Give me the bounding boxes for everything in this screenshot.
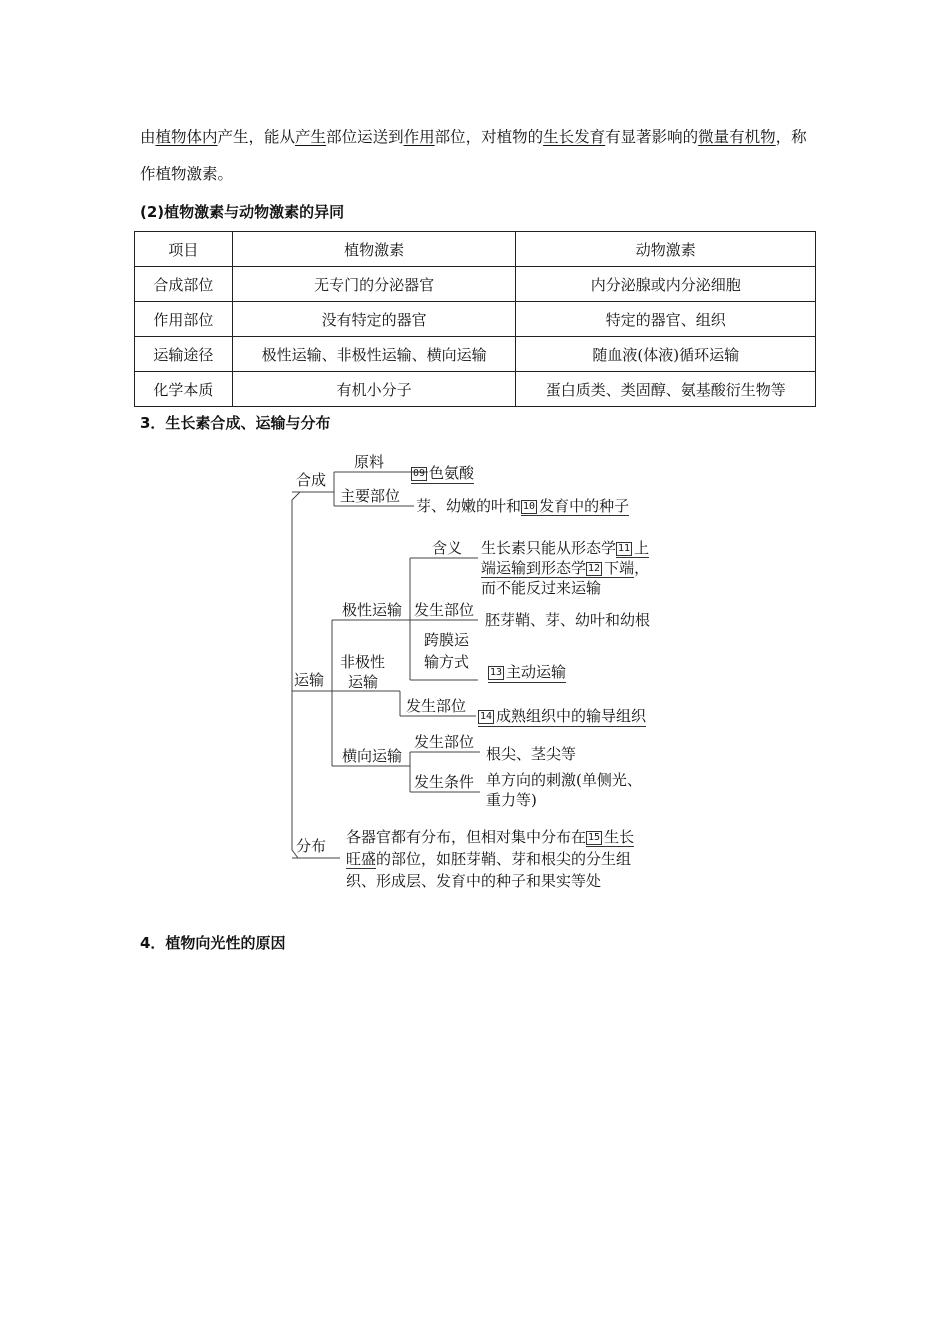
table-cell: 蛋白质类、类固醇、氨基酸衍生物等 <box>516 372 816 407</box>
blank-answer: 产生 <box>295 128 327 146</box>
section-3-title: 3．生长素合成、运输与分布 <box>140 414 331 432</box>
node-raw-material: 原料 <box>354 453 385 471</box>
node-nonpolar-l1: 非极性 <box>340 653 386 671</box>
blank-number: 11 <box>618 543 631 554</box>
lateral-condition-line-2: 重力等) <box>486 791 537 809</box>
node-transport: 运输 <box>294 671 325 689</box>
node-nonpolar-l2: 运输 <box>348 673 379 691</box>
membrane-answer: 13 主动运输 <box>490 663 567 681</box>
table-header-cell: 植物激素 <box>232 232 516 267</box>
meaning-line-3: 而不能反过来运输 <box>481 579 602 597</box>
node-lateral-site: 发生部位 <box>414 733 475 751</box>
table-cell: 运输途径 <box>135 337 233 372</box>
table-cell: 有机小分子 <box>232 372 516 407</box>
node-synthesis: 合成 <box>296 471 327 489</box>
blank-answer: 微量有机物 <box>698 128 776 146</box>
node-distribution: 分布 <box>296 837 327 855</box>
meaning-line-1: 生长素只能从形态学 11 上 <box>481 539 650 557</box>
table-cell: 无专门的分泌器官 <box>232 267 516 302</box>
table-cell: 作用部位 <box>135 302 233 337</box>
main-site-answer: 芽、幼嫩的叶和 10 发育中的种子 <box>416 497 630 515</box>
blank-number: 15 <box>588 832 601 843</box>
blank-number: 09 <box>413 468 426 479</box>
blank-answer: 作用 <box>403 128 435 146</box>
node-nonpolar-site: 发生部位 <box>406 697 467 715</box>
table-cell: 没有特定的器官 <box>232 302 516 337</box>
node-lateral-transport: 横向运输 <box>342 747 403 765</box>
lateral-site-answer: 根尖、茎尖等 <box>486 745 577 763</box>
table-cell: 极性运输、非极性运输、横向运输 <box>232 337 516 372</box>
blank-answer: 植物体内 <box>155 128 218 146</box>
blank-number: 10 <box>523 501 536 512</box>
blank-number: 13 <box>490 667 503 678</box>
blank-answer: 生长发育 <box>543 128 606 146</box>
table-header-cell: 项目 <box>135 232 233 267</box>
table-cell: 特定的器官、组织 <box>516 302 816 337</box>
section-4-title: 4．植物向光性的原因 <box>140 934 286 952</box>
meaning-line-2: 端运输到形态学 12 下端， <box>481 559 650 577</box>
distribution-line-1: 各器官都有分布，但相对集中分布在 15 生长 <box>346 828 635 846</box>
table-header-cell: 动物激素 <box>516 232 816 267</box>
node-polar-site: 发生部位 <box>414 601 475 619</box>
intro-paragraph: 由植物体内产生，能从产生部位运送到作用部位，对植物的生长发育有显著影响的微量有机物，称作植物激素。 <box>140 128 807 183</box>
polar-site-answer: 胚芽鞘、芽、幼叶和幼根 <box>485 611 651 629</box>
table-cell: 合成部位 <box>135 267 233 302</box>
node-meaning: 含义 <box>432 539 463 557</box>
node-lateral-condition: 发生条件 <box>414 773 475 791</box>
node-membrane-l2: 输方式 <box>424 653 470 671</box>
distribution-line-2: 旺盛的部位，如胚芽鞘、芽和根尖的分生组 <box>346 850 632 868</box>
nonpolar-answer: 14 成熟组织中的输导组织 <box>480 707 647 725</box>
blank-number: 14 <box>480 711 493 722</box>
table-cell: 化学本质 <box>135 372 233 407</box>
raw-material-answer: 09 色氨酸 <box>413 464 475 482</box>
node-polar-transport: 极性运输 <box>342 601 403 619</box>
table-cell: 随血液(体液)循环运输 <box>516 337 816 372</box>
node-main-site: 主要部位 <box>340 487 401 505</box>
table-cell: 内分泌腺或内分泌细胞 <box>516 267 816 302</box>
blank-number: 12 <box>588 563 601 574</box>
distribution-line-3: 织、形成层、发育中的种子和果实等处 <box>346 872 602 890</box>
lateral-condition-line-1: 单方向的刺激(单侧光、 <box>486 771 642 789</box>
node-membrane-l1: 跨膜运 <box>424 631 470 649</box>
section-2-title: (2)植物激素与动物激素的异同 <box>140 203 345 221</box>
